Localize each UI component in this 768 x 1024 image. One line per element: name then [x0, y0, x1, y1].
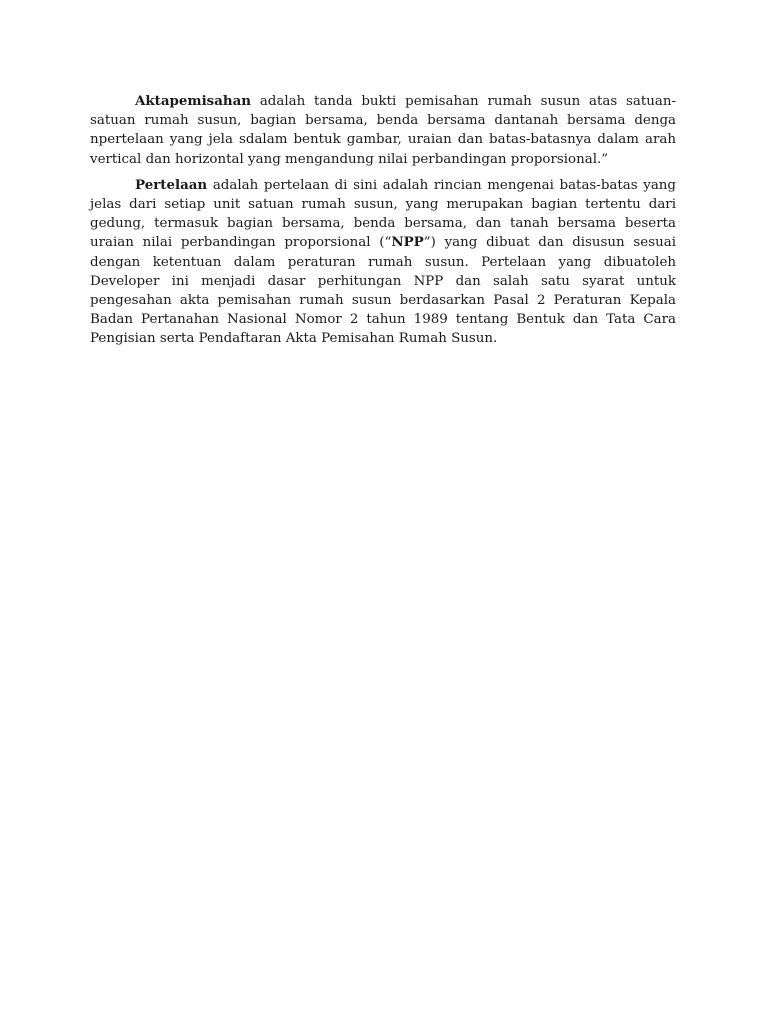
- paragraph-pertelaan: [90, 176, 676, 349]
- abbreviation-npp: NPP: [391, 234, 424, 251]
- paragraph-text-before: adalah pertelaan di sini adalah rincian mengenai batas-batas yang jelas dari setiap unit satuan rumah susun, yang merupakan bagian tertentu dari gedung, termasuk bagian bersama, benda bersama, dan tanah bersama beserta uraian nilai perbandingan proporsional (“: [90, 177, 676, 251]
- term-aktapemisahan: Aktapemisahan: [135, 93, 252, 109]
- document-body: [90, 92, 676, 356]
- term-pertelaan: Pertelaan: [135, 176, 208, 193]
- paragraph-text-after: ”) yang dibuat dan disusun sesuai dengan ketentuan dalam peraturan rumah susun. Pertelaan yang dibuatoleh Developer ini menjadi dasar perhitungan NPP dan salah satu syarat untuk pengesahan akta pemisahan rumah susun berdasarkan Pasal 2 Peraturan Kepala Badan Pertanahan Nasional Nomor 2 tahun 1989 tentang Bentuk dan Tata Cara Pengisian serta Pendaftaran Akta Pemisahan Rumah Susun.: [90, 235, 676, 347]
- paragraph-text: adalah tanda bukti pemisahan rumah susun atas satuan-satuan rumah susun, bagian bersama, benda bersama dantanah bersama denga npertelaan yang jela sdalam bentuk gambar, uraian dan batas-batasnya dalam arah vertical dan horizontal yang mengandung nilai perbandingan proporsional.”: [90, 94, 676, 167]
- paragraph-akta-pemisahan: [90, 92, 676, 169]
